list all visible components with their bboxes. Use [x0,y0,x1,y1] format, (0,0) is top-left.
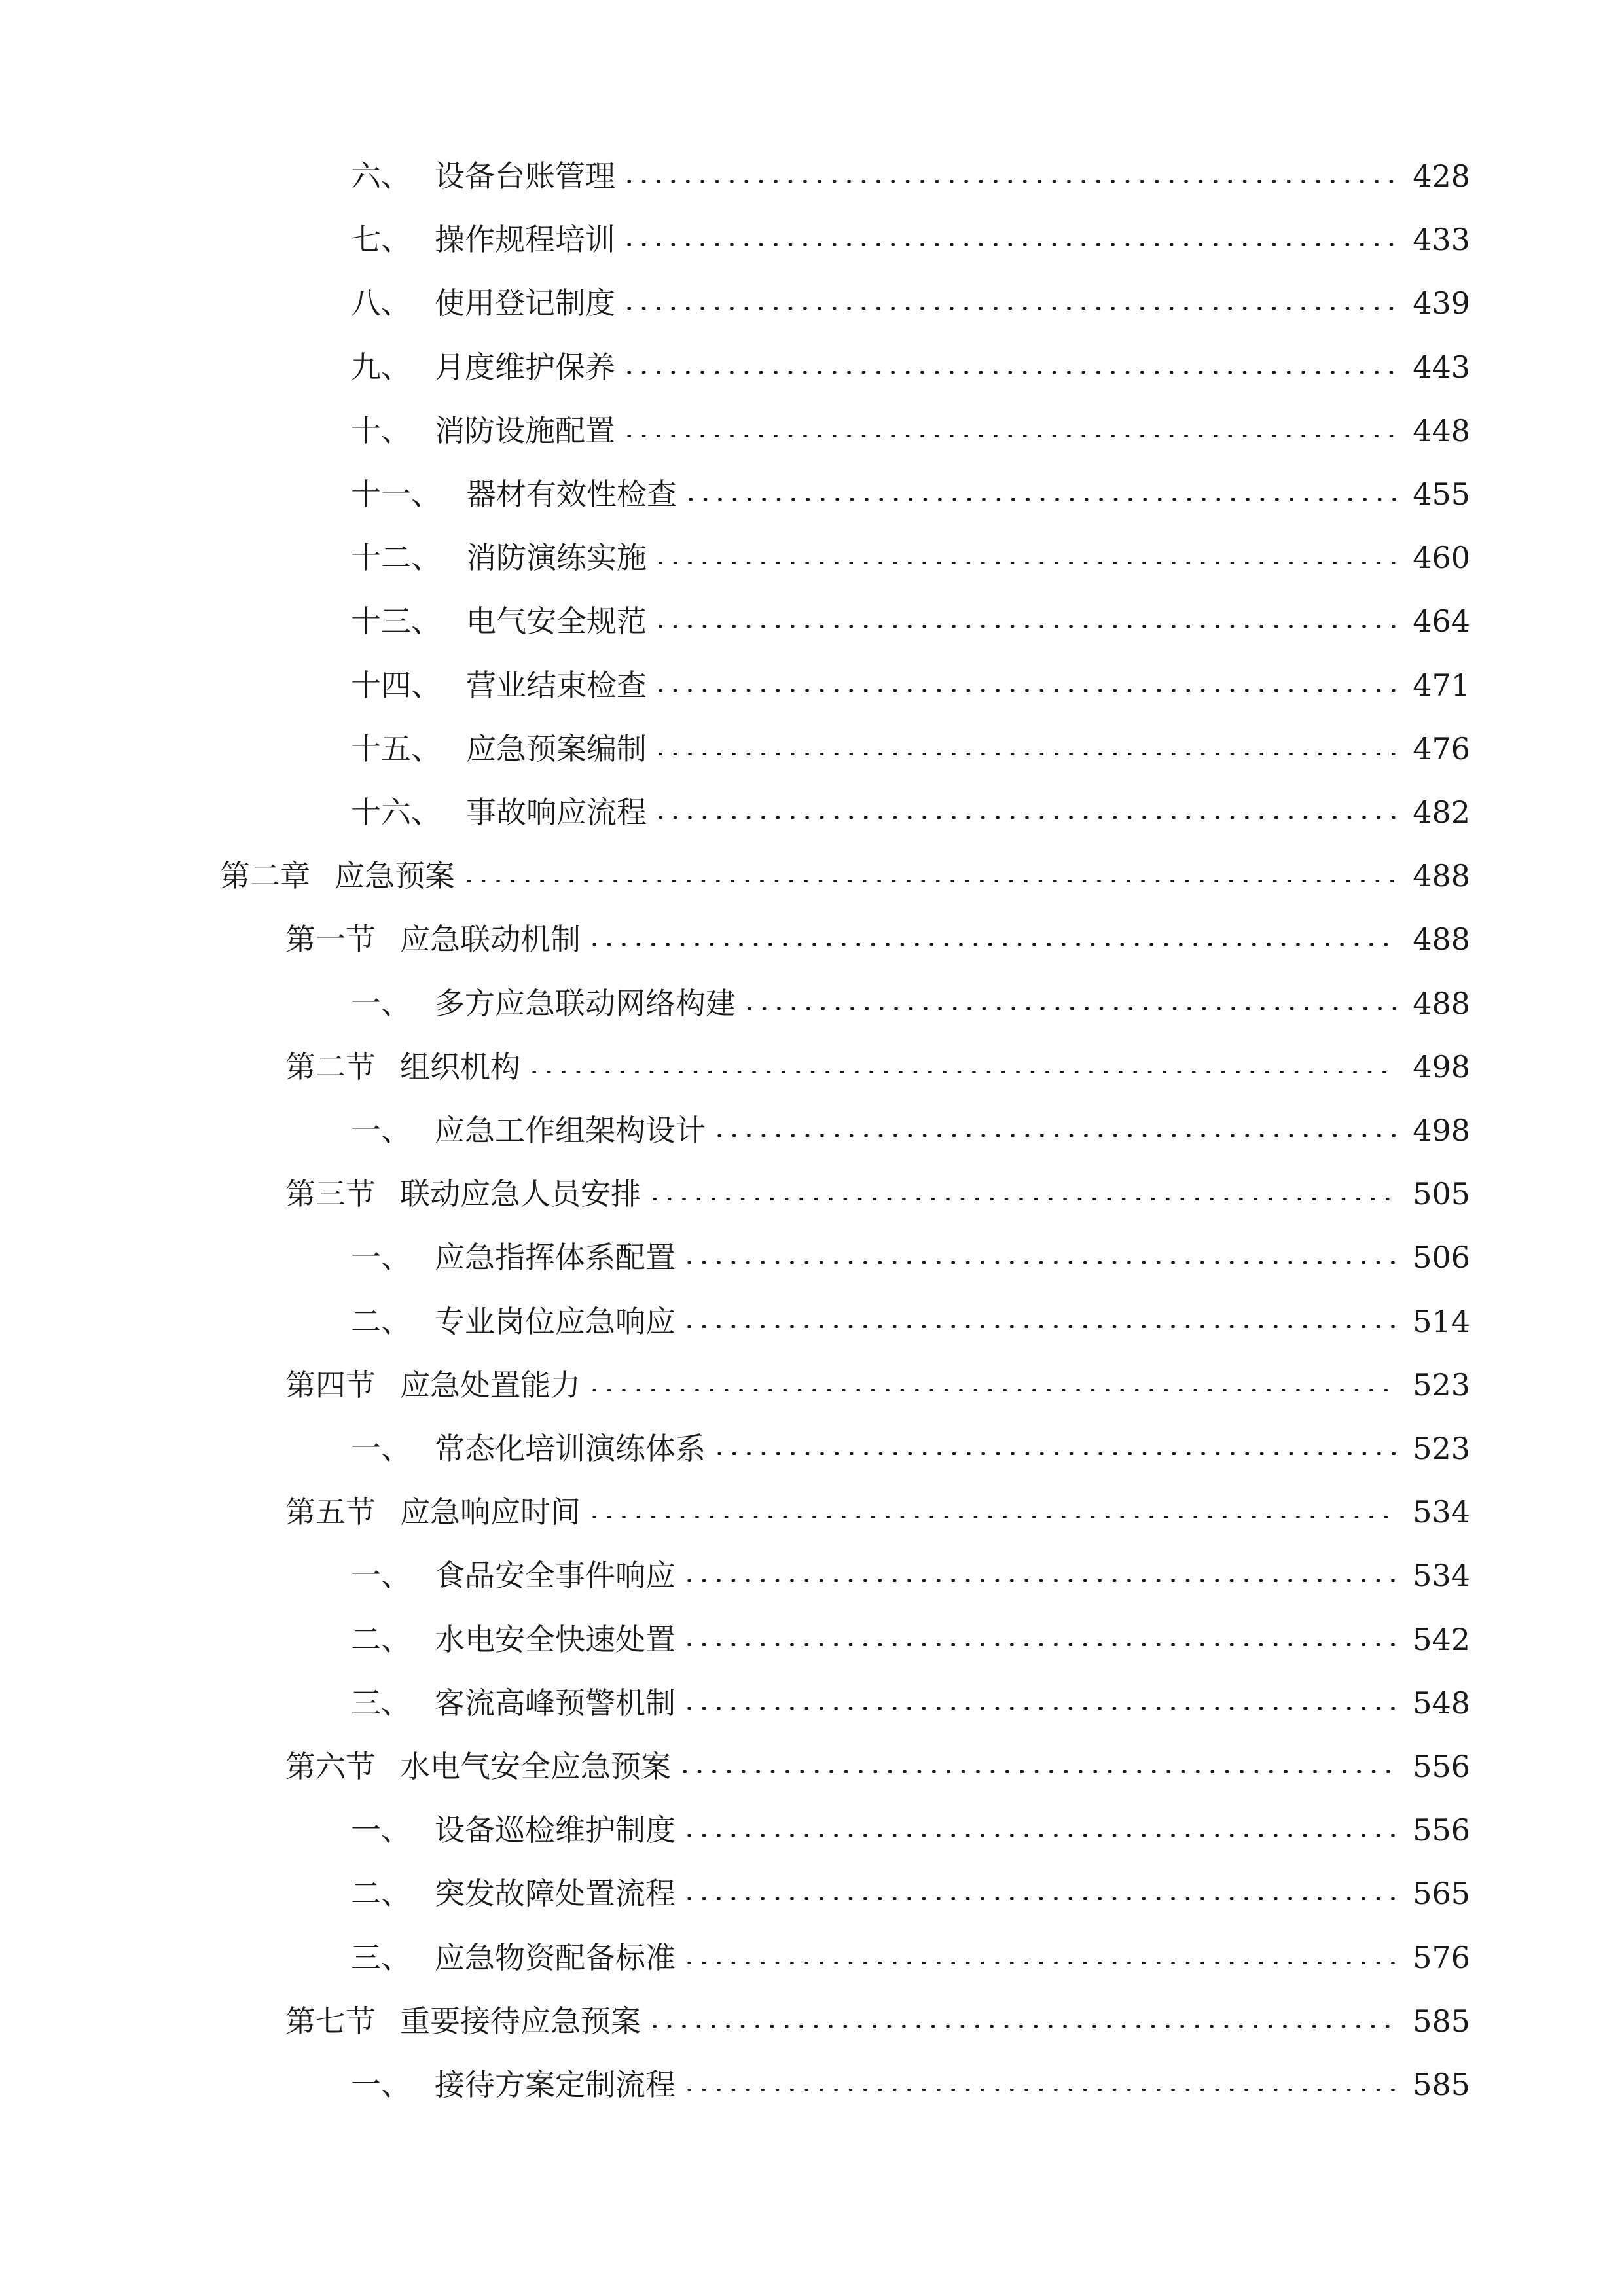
toc-entry-item[interactable] [351,789,1470,835]
toc-entry-number: 第五节 [285,1494,376,1530]
toc-entry-title: 重要接待应急预案 [400,2003,641,2039]
toc-entry-item[interactable] [351,1680,1470,1726]
dot-leader [622,371,1397,374]
toc-entry-page-number: 464 [1413,603,1470,639]
toc-entry-page-number: 556 [1413,1749,1470,1784]
dot-leader [461,880,1397,882]
dot-leader [647,2025,1397,2028]
toc-entry-section[interactable] [285,1744,1470,1789]
dot-leader [682,1579,1397,1582]
dot-leader [587,1389,1397,1391]
dot-leader [712,1134,1397,1137]
toc-entry-page-number: 548 [1413,1685,1470,1721]
dot-leader [587,1516,1397,1518]
toc-entry-title: 月度维护保养 [435,350,615,385]
toc-entry-page-number: 542 [1413,1622,1470,1657]
toc-entry-section[interactable] [285,1362,1470,1408]
toc-entry-section[interactable] [285,1998,1470,2044]
toc-entry-item[interactable] [351,471,1470,517]
toc-entry-item[interactable] [351,1426,1470,1471]
toc-entry-item[interactable] [351,217,1470,262]
toc-entry-section[interactable] [285,1489,1470,1535]
toc-entry-title: 应急预案 [334,858,455,893]
toc-entry-title: 接待方案定制流程 [435,2067,676,2102]
toc-entry-number: 十、 [351,413,411,448]
toc-entry-item[interactable] [351,1107,1470,1153]
toc-entry-section[interactable] [285,916,1470,962]
toc-entry-title: 联动应急人员安排 [400,1176,641,1211]
toc-entry-number: 一、 [351,1558,411,1593]
toc-entry-number: 第六节 [285,1749,376,1784]
toc-entry-page-number: 482 [1413,795,1470,830]
toc-entry-item[interactable] [351,344,1470,390]
toc-entry-page-number: 498 [1413,1113,1470,1148]
toc-entry-number: 一、 [351,2067,411,2102]
toc-entry-number: 十一、 [351,476,441,512]
toc-entry-item[interactable] [351,726,1470,772]
toc-entry-title: 应急联动机制 [400,922,581,957]
toc-entry-title: 消防演练实施 [466,540,647,575]
toc-entry-number: 一、 [351,1812,411,1848]
toc-entry-item[interactable] [351,2062,1470,2108]
dot-leader [682,1707,1397,1710]
dot-leader [682,1897,1397,1900]
toc-entry-number: 第一节 [285,922,376,957]
toc-entry-item[interactable] [351,1935,1470,1981]
dot-leader [653,562,1397,564]
dot-leader [653,816,1397,819]
toc-entry-page-number: 514 [1413,1304,1470,1339]
dot-leader [622,307,1397,310]
toc-entry-number: 十三、 [351,603,441,639]
toc-entry-title: 电气安全规范 [466,603,647,639]
toc-entry-chapter[interactable] [220,853,1470,899]
toc-entry-title: 多方应急联动网络构建 [435,986,736,1021]
toc-entry-item[interactable] [351,1299,1470,1344]
dot-leader [682,1325,1397,1328]
toc-entry-title: 应急指挥体系配置 [435,1240,676,1275]
dot-leader [587,943,1397,946]
dot-leader [653,625,1397,628]
toc-entry-title: 营业结束检查 [466,668,647,703]
toc-entry-page-number: 556 [1413,1812,1470,1848]
dot-leader [622,435,1397,437]
toc-entry-number: 十四、 [351,668,441,703]
toc-entry-number: 一、 [351,1431,411,1466]
toc-entry-title: 器材有效性检查 [466,476,677,512]
toc-entry-title: 应急工作组架构设计 [435,1113,706,1148]
toc-entry-page-number: 443 [1413,350,1470,385]
toc-entry-number: 一、 [351,1113,411,1148]
toc-entry-title: 突发故障处置流程 [435,1876,676,1911]
toc-entry-title: 食品安全事件响应 [435,1558,676,1593]
toc-entry-number: 第二章 [220,858,310,893]
toc-entry-number: 二、 [351,1622,411,1657]
toc-entry-item[interactable] [351,662,1470,708]
toc-entry-number: 八、 [351,285,411,321]
toc-entry-title: 使用登记制度 [435,285,615,321]
toc-entry-title: 应急处置能力 [400,1367,581,1403]
dot-leader [653,753,1397,755]
toc-entry-number: 二、 [351,1876,411,1911]
toc-entry-number: 第四节 [285,1367,376,1403]
toc-entry-page-number: 523 [1413,1431,1470,1466]
toc-entry-number: 三、 [351,1940,411,1975]
toc-entry-page-number: 488 [1413,858,1470,893]
dot-leader [682,1834,1397,1837]
dot-leader [622,243,1397,246]
toc-entry-number: 第二节 [285,1049,376,1085]
dot-leader [682,1962,1397,1964]
dot-leader [653,689,1397,692]
dot-leader [712,1452,1397,1455]
toc-entry-item[interactable] [351,1552,1470,1598]
toc-entry-number: 二、 [351,1304,411,1339]
toc-entry-item[interactable] [351,598,1470,644]
toc-entry-title: 应急物资配备标准 [435,1940,676,1975]
toc-entry-page-number: 488 [1413,922,1470,957]
toc-entry-page-number: 471 [1413,668,1470,703]
toc-entry-number: 十五、 [351,731,441,766]
toc-entry-title: 设备巡检维护制度 [435,1812,676,1848]
toc-entry-item[interactable] [351,1234,1470,1280]
toc-entry-title: 应急响应时间 [400,1494,581,1530]
toc-entry-title: 专业岗位应急响应 [435,1304,676,1339]
toc-entry-page-number: 505 [1413,1176,1470,1211]
toc-entry-title: 消防设施配置 [435,413,615,448]
toc-entry-item[interactable] [351,408,1470,454]
toc-entry-number: 十二、 [351,540,441,575]
toc-entry-number: 一、 [351,1240,411,1275]
toc-entry-page-number: 534 [1413,1494,1470,1530]
toc-entry-page-number: 455 [1413,476,1470,512]
toc-entry-item[interactable] [351,1871,1470,1916]
dot-leader [742,1007,1397,1010]
toc-entry-title: 事故响应流程 [466,795,647,830]
toc-entry-number: 十六、 [351,795,441,830]
toc-entry-page-number: 433 [1413,222,1470,257]
toc-entry-page-number: 523 [1413,1367,1470,1403]
toc-entry-item[interactable] [351,280,1470,326]
toc-entry-item[interactable] [351,153,1470,199]
toc-entry-number: 一、 [351,986,411,1021]
toc-entry-page-number: 585 [1413,2067,1470,2102]
dot-leader [682,1261,1397,1264]
toc-entry-page-number: 476 [1413,731,1470,766]
dot-leader [682,1643,1397,1646]
toc-entry-page-number: 565 [1413,1876,1470,1911]
toc-entry-title: 应急预案编制 [466,731,647,766]
toc-entry-item[interactable] [351,1617,1470,1662]
toc-entry-page-number: 448 [1413,413,1470,448]
toc-entry-page-number: 498 [1413,1049,1470,1085]
dot-leader [647,1198,1397,1200]
toc-entry-page-number: 439 [1413,285,1470,321]
toc-entry-title: 常态化培训演练体系 [435,1431,706,1466]
toc-entry-section[interactable] [285,1171,1470,1217]
toc-entry-number: 七、 [351,222,411,257]
toc-entry-page-number: 488 [1413,986,1470,1021]
toc-entry-item[interactable] [351,1807,1470,1853]
toc-entry-title: 组织机构 [400,1049,520,1085]
toc-entry-title: 客流高峰预警机制 [435,1685,676,1721]
toc-entry-number: 第三节 [285,1176,376,1211]
toc-entry-page-number: 460 [1413,540,1470,575]
dot-leader [682,2089,1397,2091]
toc-entry-page-number: 576 [1413,1940,1470,1975]
toc-entry-number: 九、 [351,350,411,385]
toc-entry-number: 第七节 [285,2003,376,2039]
dot-leader [677,1770,1397,1773]
toc-entry-number: 三、 [351,1685,411,1721]
dot-leader [527,1071,1397,1073]
toc-entry-title: 水电安全快速处置 [435,1622,676,1657]
toc-entry-number: 六、 [351,158,411,194]
dot-leader [683,498,1397,501]
toc-entry-page-number: 428 [1413,158,1470,194]
toc-entry-item[interactable] [351,980,1470,1026]
toc-entry-page-number: 585 [1413,2003,1470,2039]
toc-entry-page-number: 534 [1413,1558,1470,1593]
toc-entry-title: 设备台账管理 [435,158,615,194]
toc-entry-title: 水电气安全应急预案 [400,1749,671,1784]
toc-entry-title: 操作规程培训 [435,222,615,257]
dot-leader [622,180,1397,183]
toc-entry-section[interactable] [285,1044,1470,1090]
toc-entry-item[interactable] [351,535,1470,581]
toc-entry-page-number: 506 [1413,1240,1470,1275]
